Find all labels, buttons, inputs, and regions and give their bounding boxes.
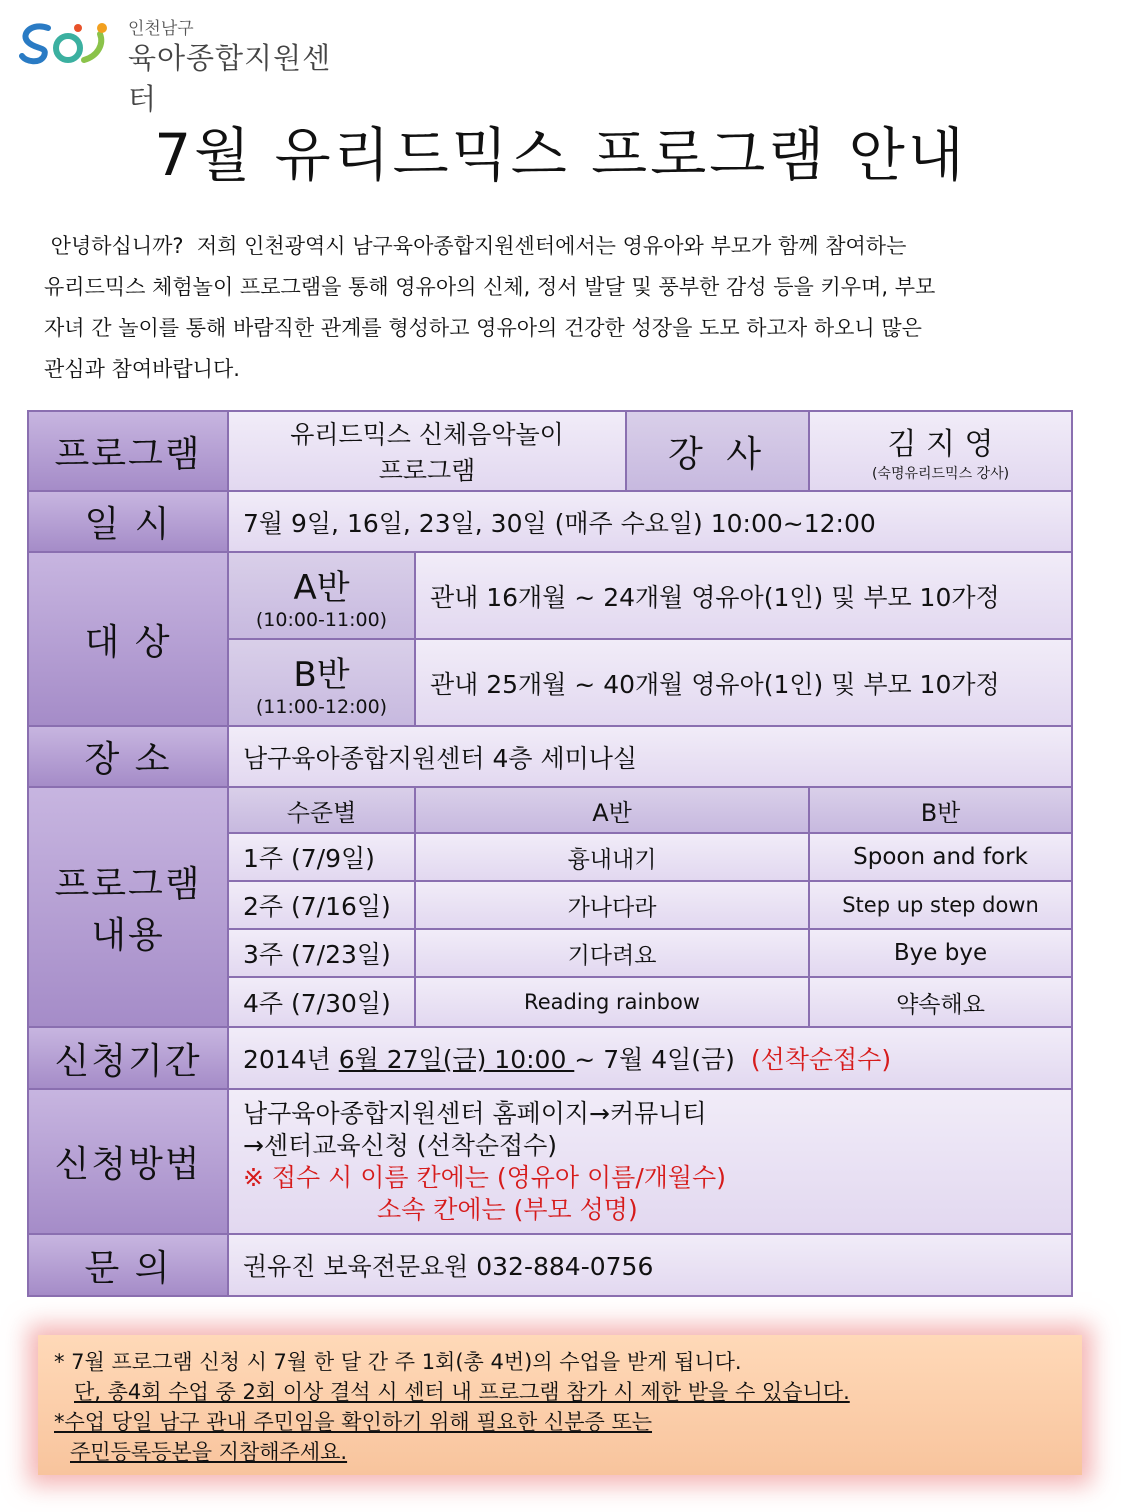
intro-line: 안녕하십니까? 저희 인천광역시 남구육아종합지원센터에서는 영유아와 부모가 함께 참여하는 [44, 234, 907, 258]
class-a-activity: 흉내내기 [415, 833, 809, 881]
intro-line: 유리드믹스 체험놀이 프로그램을 통해 영유아의 신체, 정서 발달 및 풍부한 감성 등을 키우며, 부모 [44, 275, 936, 299]
date-label: 일 시 [28, 491, 228, 552]
week-cell: 4주 (7/30일) [228, 977, 415, 1027]
program-name-cell [228, 411, 626, 491]
class-a-activity: Reading rainbow [415, 977, 809, 1027]
period-start: 6월 27일(금) 10:00 [338, 1045, 575, 1074]
intro-line: 관심과 참여바랍니다. [44, 357, 240, 381]
intro-line: 자녀 간 놀이를 통해 바람직한 관계를 형성하고 영유아의 건강한 성장을 도모 하고자 하오니 많은 [44, 316, 922, 340]
logo-title: 육아종합지원센터 [128, 41, 332, 116]
intro-paragraph [44, 226, 1056, 390]
place-label: 장 소 [28, 726, 228, 787]
content-label-line: 내용 [91, 915, 165, 956]
logo-subtitle: 인천남구 [128, 19, 194, 39]
instructor-name: 김 지 영 [887, 427, 994, 462]
method-warning: 소속 칸에는 (부모 성명) [377, 1194, 638, 1224]
class-b-activity: Bye bye [809, 929, 1072, 977]
contact-value: 권유진 보육전문요원 032-884-0756 [228, 1234, 1072, 1296]
logo-mark-icon [18, 20, 110, 66]
content-header-level: 수준별 [228, 787, 415, 833]
week-cell: 2주 (7/16일) [228, 881, 415, 929]
class-b-activity: 약속해요 [809, 977, 1072, 1027]
method-warning: ※ 접수 시 이름 칸에는 (영유아 이름/개월수) [243, 1162, 726, 1192]
class-a-time: (10:00-11:00) [255, 609, 388, 631]
content-label [28, 787, 228, 1027]
class-a-description: 관내 16개월 ~ 24개월 영유아(1인) 및 부모 10가정 [415, 552, 1072, 639]
page-title: 7월 유리드믹스 프로그램 안내 [154, 121, 967, 189]
class-a-cell [228, 552, 415, 639]
method-value [228, 1089, 1072, 1234]
instructor-cell [809, 411, 1072, 491]
class-b-name: B반 [293, 655, 350, 695]
contact-label: 문 의 [28, 1234, 228, 1296]
instructor-title: (숙명유리드믹스 강사) [871, 466, 1010, 482]
period-value [228, 1027, 1072, 1089]
class-b-time: (11:00-12:00) [255, 696, 388, 718]
period-end: ~ 7월 4일(금) [574, 1045, 735, 1074]
method-label: 신청방법 [28, 1089, 228, 1234]
period-year: 2014년 [243, 1045, 339, 1074]
method-line: →센터교육신청 (선착순접수) [243, 1130, 558, 1160]
period-note: (선착순접수) [750, 1045, 892, 1074]
class-a-activity: 기다려요 [415, 929, 809, 977]
period-label: 신청기간 [28, 1027, 228, 1089]
week-cell: 1주 (7/9일) [228, 833, 415, 881]
content-header-b: B반 [809, 787, 1072, 833]
target-label: 대 상 [28, 552, 228, 726]
program-label: 프로그램 [28, 411, 228, 491]
notice-line: 단, 총4회 수업 중 2회 이상 결석 시 센터 내 프로그램 참가 시 제한 받을 수 있습니다. [74, 1380, 850, 1404]
program-info-table [27, 410, 1073, 1297]
instructor-label: 강 사 [626, 411, 809, 491]
notice-line: * 7월 프로그램 신청 시 7월 한 달 간 주 1회(총 4번)의 수업을 받게 됩니다. [54, 1350, 742, 1374]
method-line: 남구육아종합지원센터 홈페이지→커뮤니티 [243, 1098, 707, 1128]
class-b-activity: Spoon and fork [809, 833, 1072, 881]
notice-box [38, 1335, 1082, 1475]
date-value: 7월 9일, 16일, 23일, 30일 (매주 수요일) 10:00~12:00 [228, 491, 1072, 552]
program-name-line: 프로그램 [378, 456, 476, 485]
notice-line: *수업 당일 남구 관내 주민임을 확인하기 위해 필요한 신분증 또는 [54, 1410, 653, 1434]
class-a-activity: 가나다라 [415, 881, 809, 929]
class-b-cell [228, 639, 415, 726]
content-label-line: 프로그램 [54, 864, 202, 905]
class-b-activity: Step up step down [809, 881, 1072, 929]
class-b-description: 관내 25개월 ~ 40개월 영유아(1인) 및 부모 10가정 [415, 639, 1072, 726]
notice-line: 주민등록등본을 지참해주세요. [70, 1440, 348, 1464]
program-name-line: 유리드믹스 신체음악놀이 [290, 420, 564, 449]
place-value: 남구육아종합지원센터 4층 세미나실 [228, 726, 1072, 787]
week-cell: 3주 (7/23일) [228, 929, 415, 977]
center-logo [18, 14, 338, 116]
content-header-a: A반 [415, 787, 809, 833]
class-a-name: A반 [293, 568, 350, 608]
